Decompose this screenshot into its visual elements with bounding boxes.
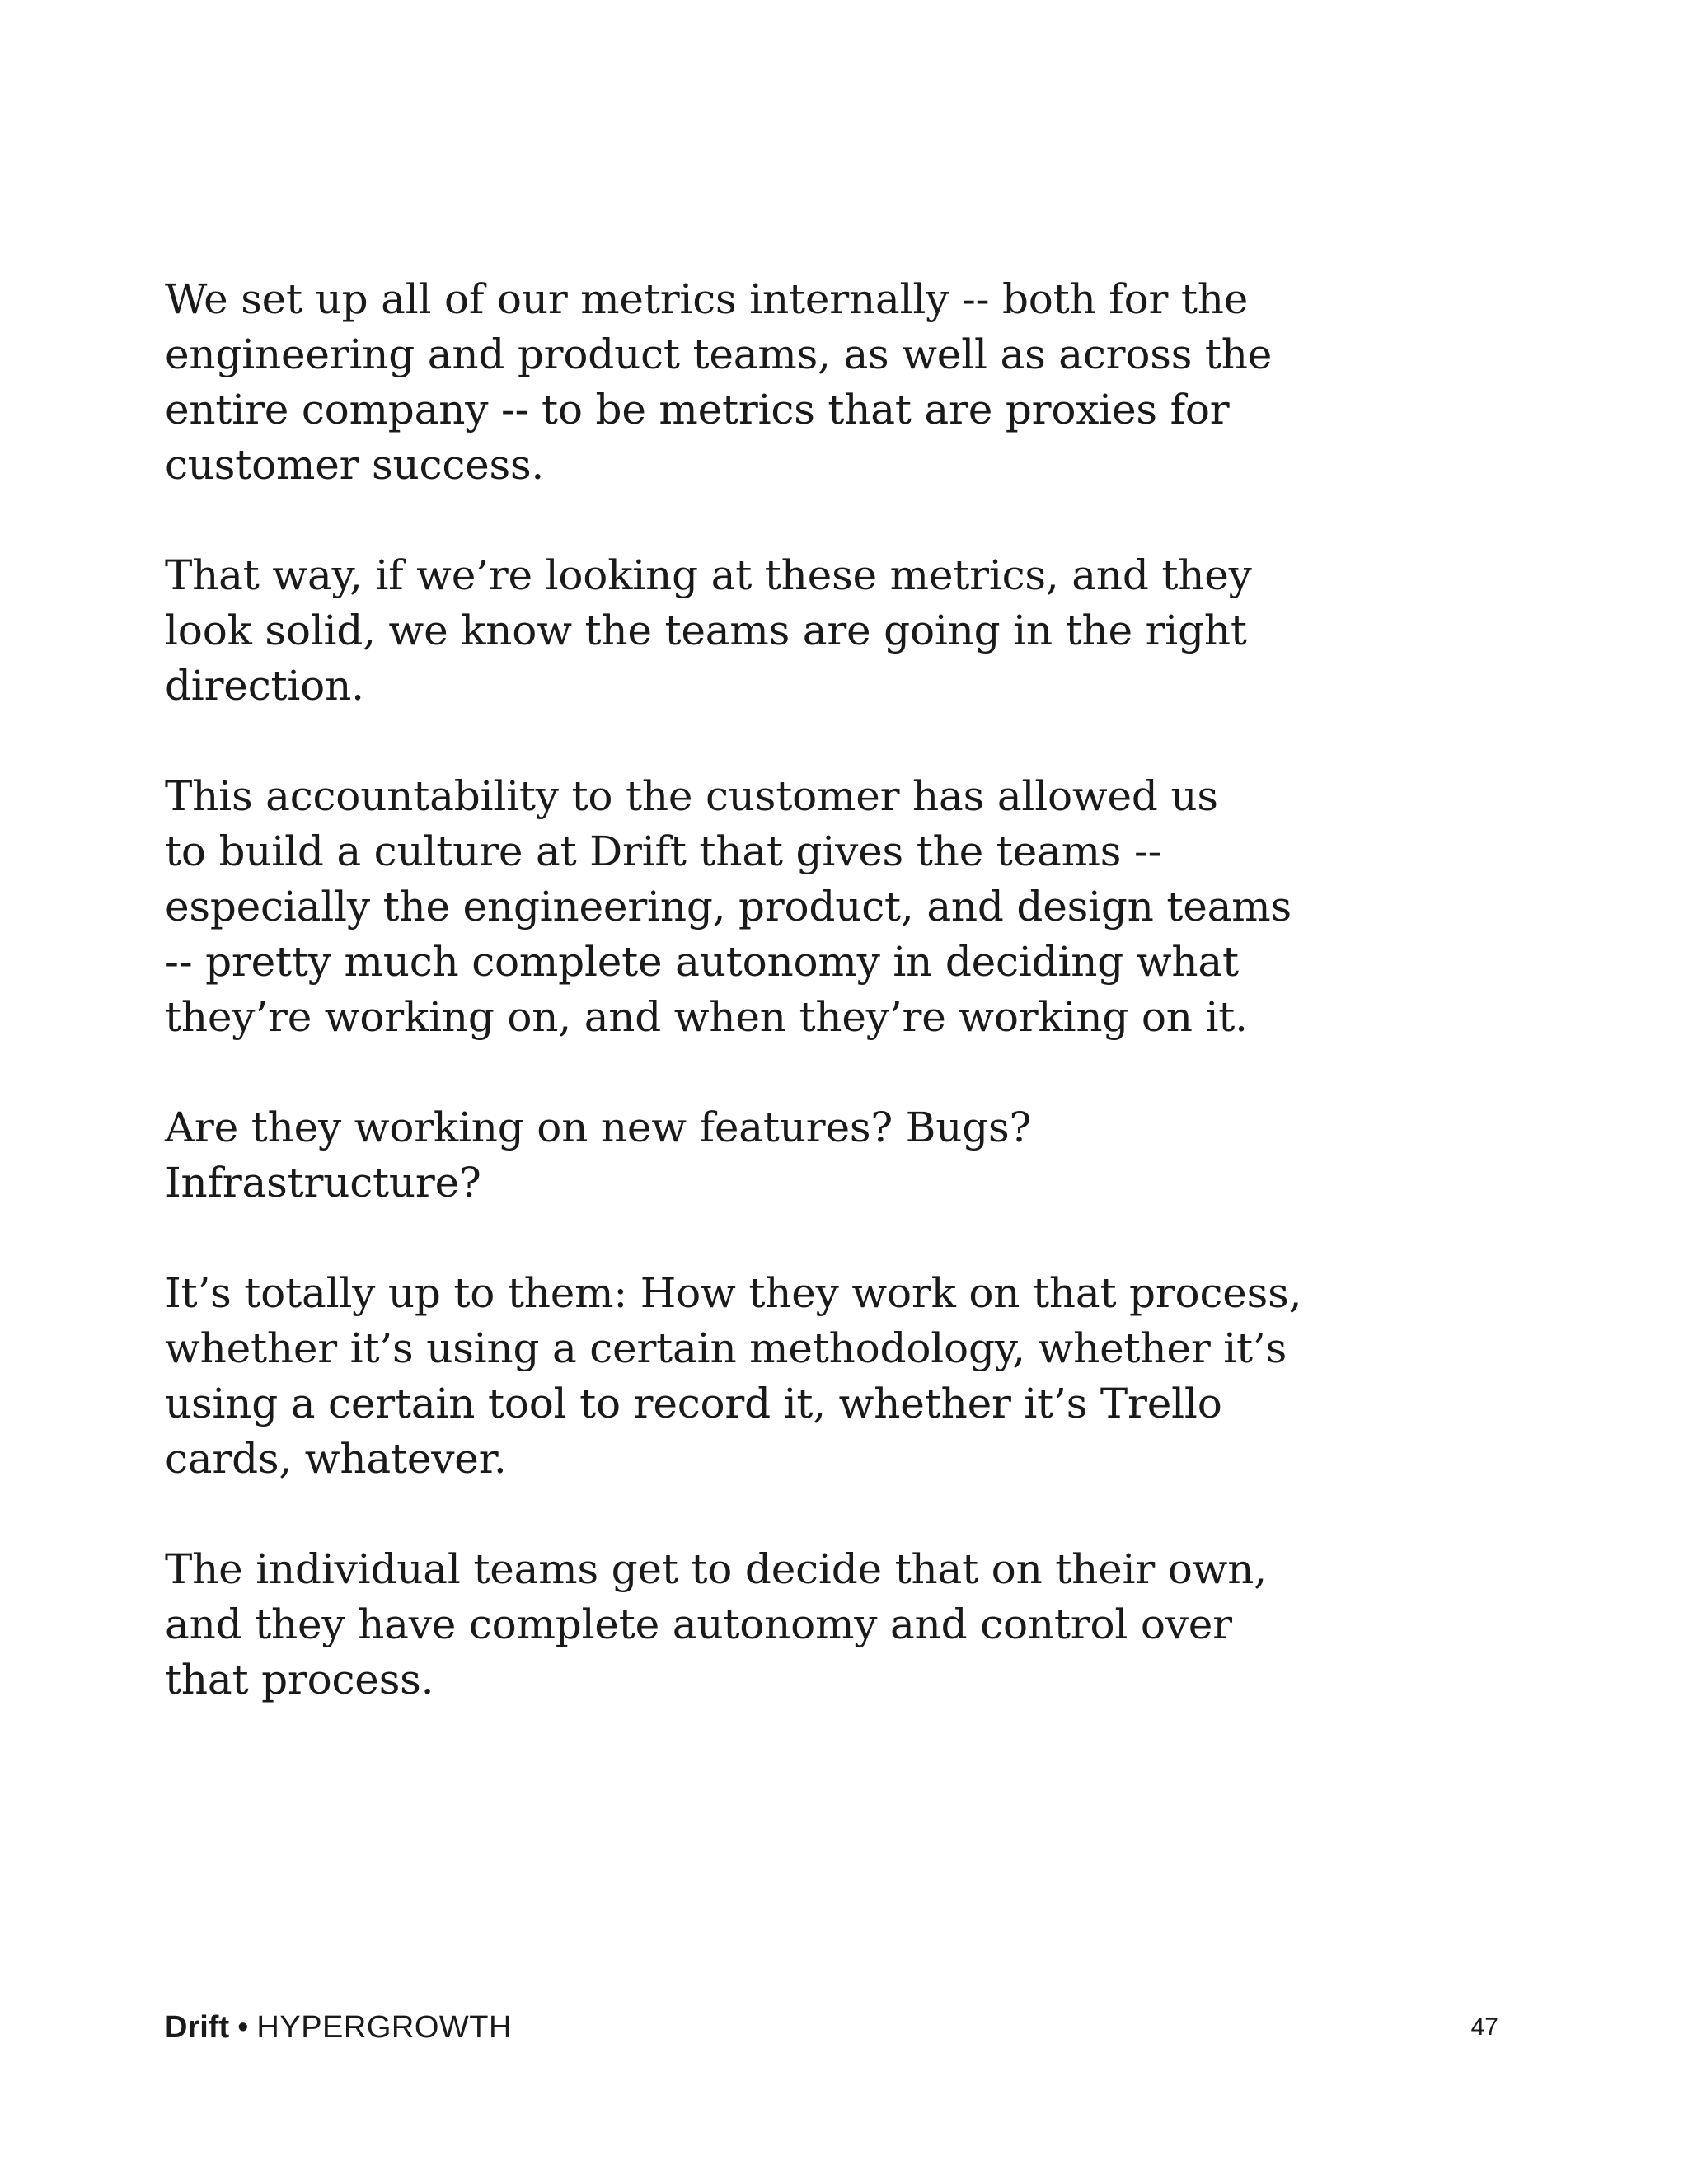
paragraph-5: It’s totally up to them: How they work on that process, whether it’s using a certain methodology, whether it’s using a certain tool to record it, whether it’s Trello cards, whatever. [165, 1269, 1302, 1483]
page-number: 47 [1470, 2013, 1498, 2041]
paragraph-4: Are they working on new features? Bugs? Infrastructure? [165, 1104, 1032, 1207]
paragraph-6: The individual teams get to decide that on their own, and they have complete autonomy and control over that process. [165, 1545, 1267, 1704]
publication-title: HYPERGROWTH [256, 2009, 512, 2045]
paragraph-1: We set up all of our metrics internally -- both for the engineering and product teams, as well as across the entire company -- to be metrics that are proxies for customer success. [165, 275, 1273, 489]
brand-name: Drift [165, 2009, 230, 2045]
page-body [165, 272, 1302, 1763]
footer-branding [165, 2010, 512, 2046]
page-footer [165, 2007, 1523, 2048]
paragraph-2: That way, if we’re looking at these metrics, and they look solid, we know the teams are going in the right direction. [165, 551, 1252, 710]
footer-separator: • [237, 2009, 249, 2045]
paragraph-3: This accountability to the customer has allowed us to build a culture at Drift that gives the teams -- especially the engineering, product, and design teams -- pretty much complete autonomy in deciding what they’re working on, and when they’re working on it. [165, 772, 1292, 1041]
